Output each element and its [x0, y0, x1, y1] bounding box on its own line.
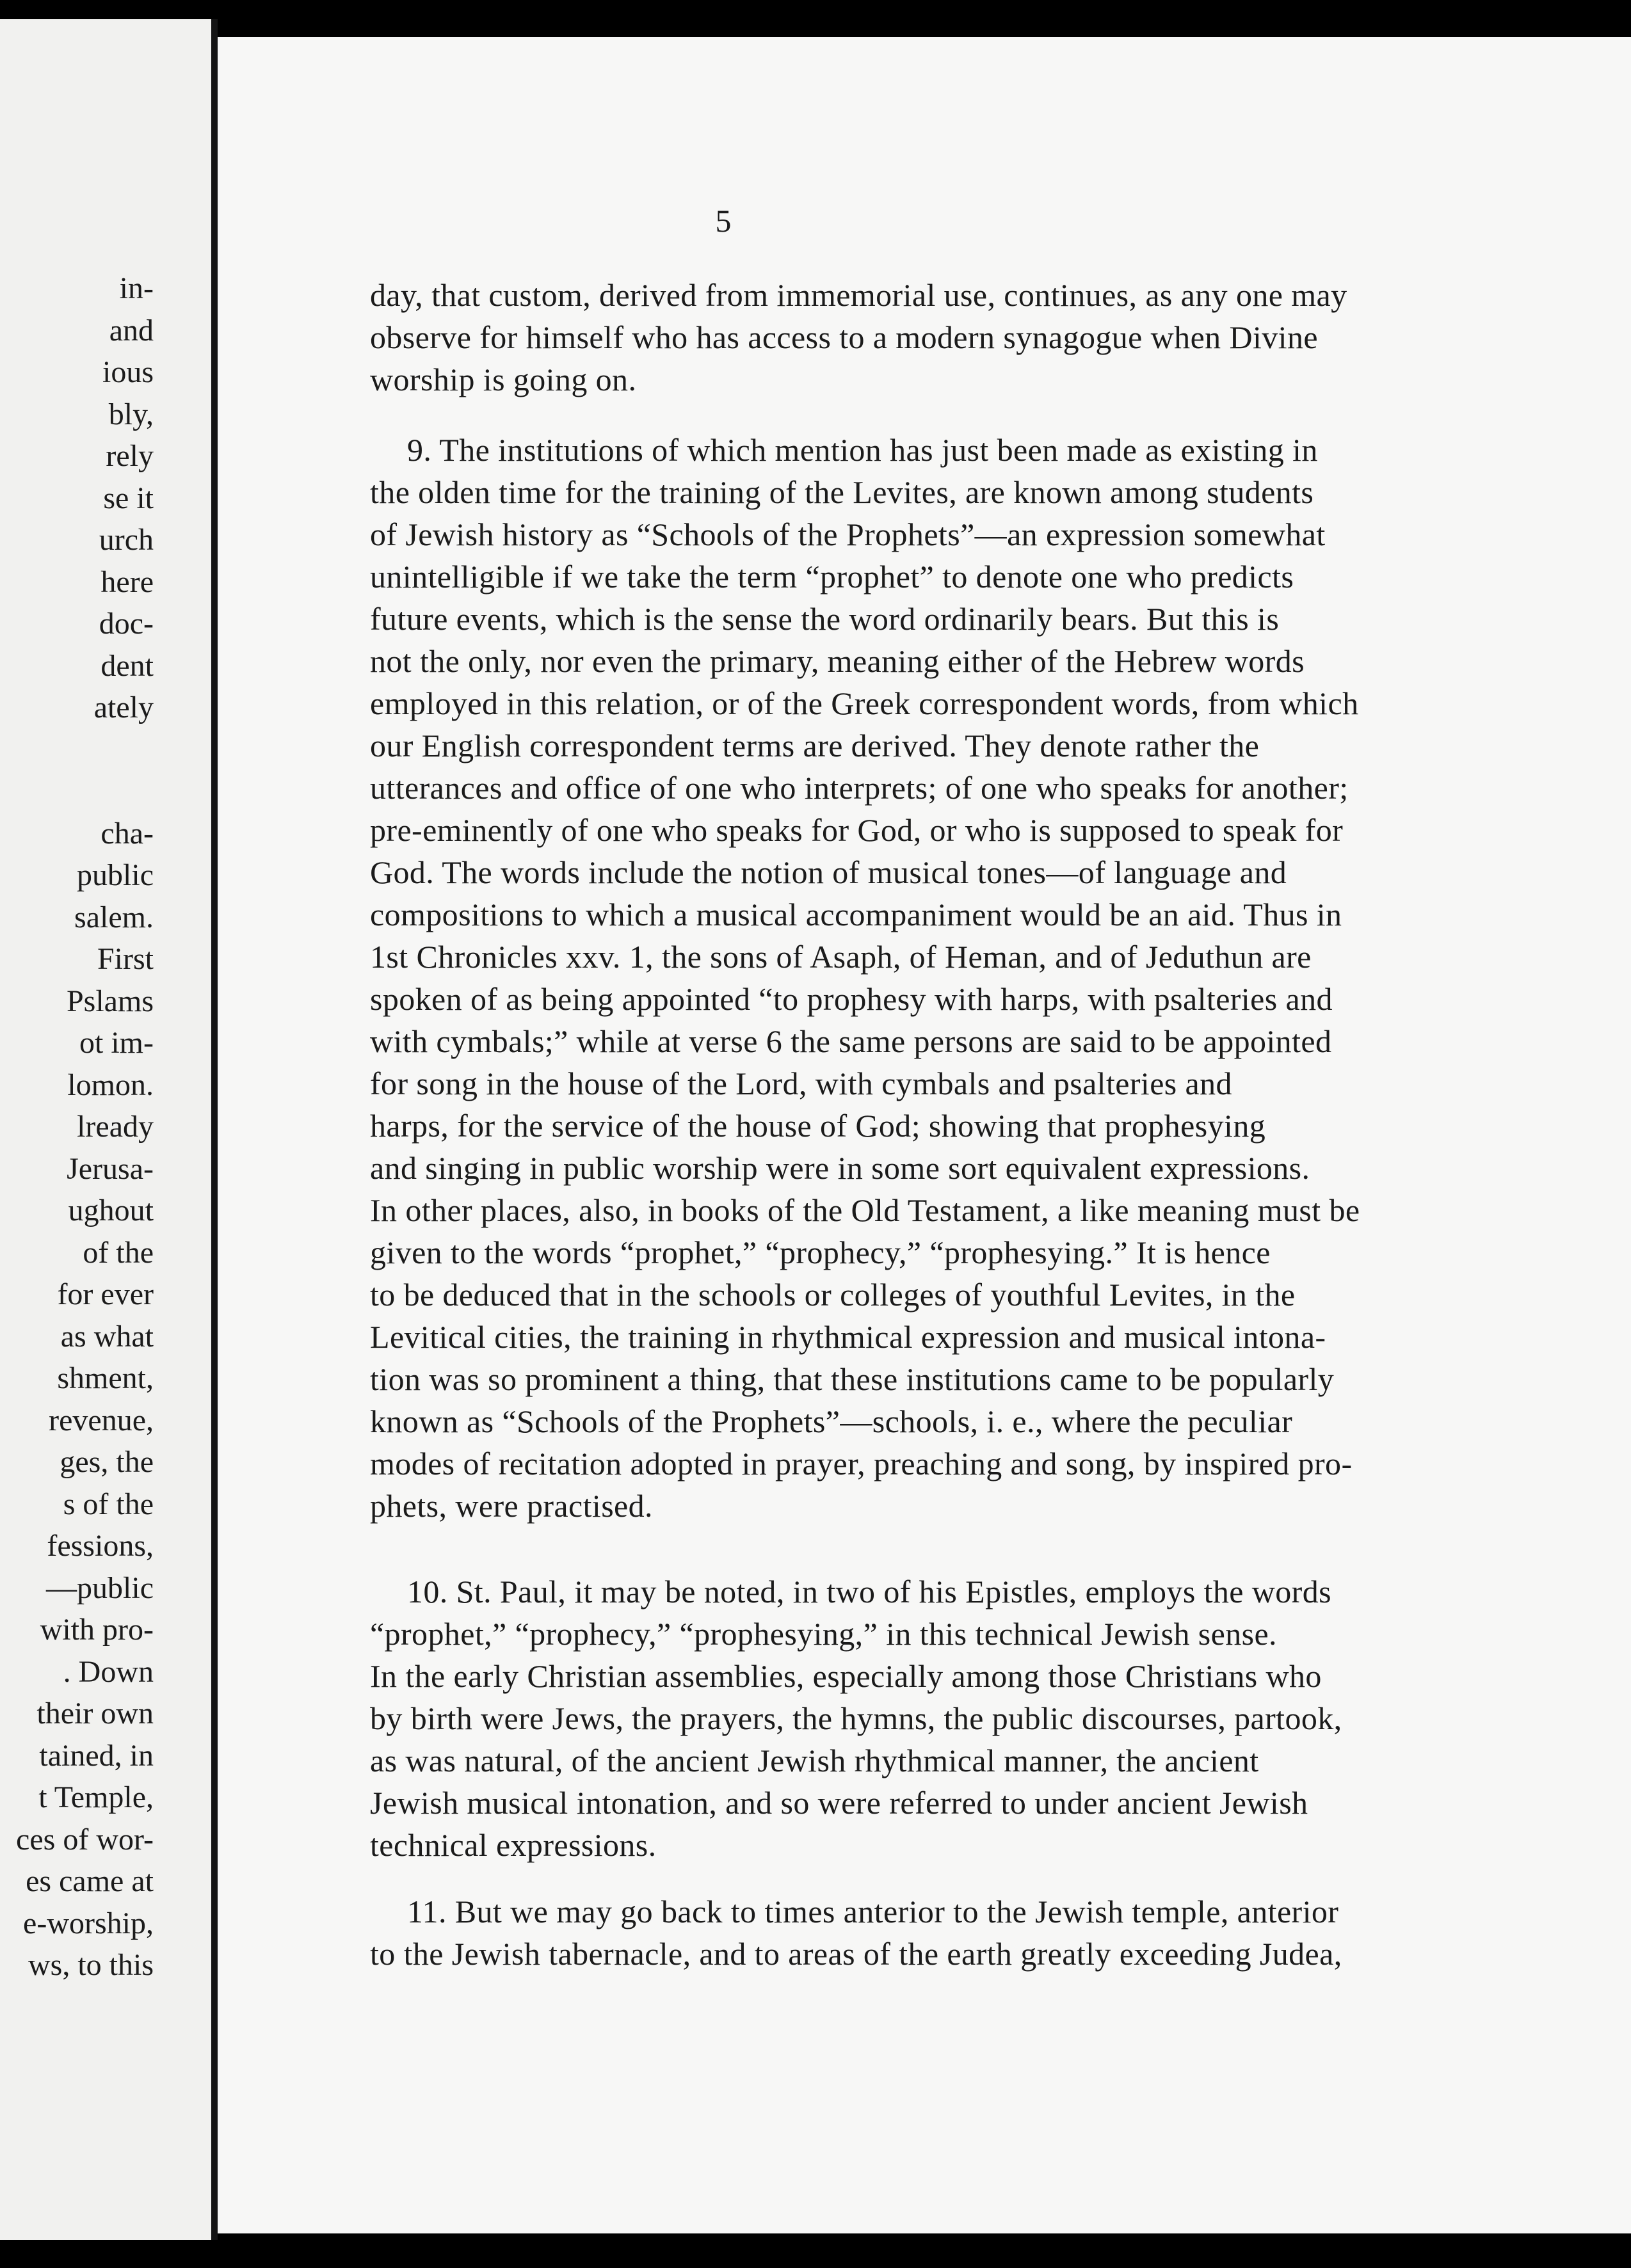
- paragraph-9: [370, 429, 1631, 1527]
- text-line: In the early Christian assemblies, especially among those Christians who: [370, 1658, 1322, 1694]
- text-line: tained, in: [39, 1738, 154, 1773]
- text-line: revenue,: [49, 1403, 154, 1437]
- text-line: ces of wor-: [16, 1822, 154, 1857]
- text-line: es came at: [26, 1864, 154, 1898]
- paragraph-11: [370, 1890, 1631, 1975]
- text-line: Pslams: [66, 984, 154, 1018]
- text-line: e-worship,: [23, 1906, 154, 1940]
- text-line: of the: [83, 1235, 154, 1270]
- blank-line: [0, 771, 154, 813]
- text-line: and: [109, 313, 154, 347]
- text-line: bly,: [108, 397, 154, 431]
- text-line: in-: [119, 271, 154, 305]
- text-line: modes of recitation adopted in prayer, preaching and song, by inspired pro-: [370, 1446, 1353, 1481]
- text-line: tion was so prominent a thing, that these institutions came to be popularly: [370, 1361, 1335, 1397]
- blank-line: [0, 729, 154, 771]
- text-line: harps, for the service of the house of God; showing that prophesying: [370, 1108, 1266, 1144]
- text-line: —public: [46, 1570, 154, 1605]
- text-line: to the Jewish tabernacle, and to areas of the earth greatly exceeding Judea,: [370, 1936, 1342, 1972]
- text-line: for song in the house of the Lord, with cymbals and psalteries and: [370, 1066, 1232, 1101]
- text-line: ot im-: [79, 1026, 154, 1060]
- text-line: with pro-: [40, 1613, 154, 1647]
- text-line: ughout: [68, 1194, 154, 1227]
- page-number: 5: [715, 203, 732, 239]
- text-line: Jerusa-: [67, 1151, 154, 1186]
- text-line: pre-eminently of one who speaks for God, or who is supposed to speak for: [370, 812, 1344, 848]
- text-line: observe for himself who has access to a modern synagogue when Divine: [370, 319, 1318, 355]
- text-line: salem.: [74, 900, 154, 934]
- text-line: for ever: [57, 1277, 154, 1311]
- text-line: dent: [100, 648, 154, 683]
- paragraph-continued: [370, 274, 1631, 401]
- text-line: fessions,: [47, 1529, 154, 1563]
- text-line: unintelligible if we take the term “prophet” to denote one who predicts: [370, 559, 1294, 595]
- text-line: worship is going on.: [370, 362, 637, 397]
- text-line: as what: [60, 1319, 154, 1354]
- text-line: First: [97, 942, 154, 976]
- text-line: Levitical cities, the training in rhythmical expression and musical intona-: [370, 1319, 1326, 1355]
- text-line: 9. The institutions of which mention has just been made as existing in: [407, 432, 1318, 468]
- text-line: shment,: [57, 1361, 154, 1395]
- page-gutter: [211, 19, 218, 2240]
- text-line: given to the words “prophet,” “prophecy,” “prophesying.” It is hence: [370, 1234, 1271, 1270]
- text-line: with cymbals;” while at verse 6 the same persons are said to be appointed: [370, 1023, 1332, 1059]
- right-page: [218, 37, 1631, 2233]
- text-line: s of the: [63, 1487, 154, 1521]
- text-line: public: [77, 858, 154, 892]
- text-line: se it: [103, 481, 154, 515]
- text-line: lready: [77, 1110, 154, 1144]
- left-page: [0, 19, 214, 2240]
- text-line: day, that custom, derived from immemorial use, continues, as any one may: [370, 277, 1347, 313]
- text-line: lomon.: [67, 1067, 154, 1102]
- text-line: compositions to which a musical accompaniment would be an aid. Thus in: [370, 897, 1342, 932]
- text-line: 1st Chronicles xxv. 1, the sons of Asaph, of Heman, and of Jeduthun are: [370, 939, 1312, 975]
- text-line: as was natural, of the ancient Jewish rhythmical manner, the ancient: [370, 1743, 1259, 1778]
- text-line: ges, the: [60, 1445, 154, 1479]
- text-line: cha-: [100, 816, 154, 850]
- text-line: our English correspondent terms are derived. They denote rather the: [370, 728, 1260, 763]
- text-line: urch: [99, 523, 154, 557]
- text-line: doc-: [99, 607, 154, 641]
- text-line: technical expressions.: [370, 1827, 657, 1863]
- text-line: ws, to this: [28, 1948, 154, 1982]
- text-line: to be deduced that in the schools or colleges of youthful Levites, in the: [370, 1277, 1296, 1313]
- text-line: ious: [102, 355, 154, 389]
- text-line: known as “Schools of the Prophets”—schools, i. e., where the peculiar: [370, 1403, 1293, 1439]
- text-line: “prophet,” “prophecy,” “prophesying,” in this technical Jewish sense.: [370, 1616, 1277, 1652]
- text-line: not the only, nor even the primary, meaning either of the Hebrew words: [370, 643, 1305, 679]
- text-line: . Down: [63, 1654, 154, 1689]
- text-line: their own: [36, 1697, 154, 1730]
- text-line: employed in this relation, or of the Greek correspondent words, from which: [370, 685, 1359, 721]
- text-line: spoken of as being appointed “to prophesy with harps, with psalteries and: [370, 981, 1333, 1017]
- text-line: God. The words include the notion of musical tones—of language and: [370, 854, 1287, 890]
- text-line: Jewish musical intonation, and so were referred to under ancient Jewish: [370, 1785, 1308, 1821]
- paragraph-10: [370, 1570, 1631, 1866]
- left-page-text: [0, 268, 154, 1986]
- text-line: the olden time for the training of the Levites, are known among students: [370, 474, 1314, 510]
- text-line: t Temple,: [38, 1780, 154, 1814]
- text-line: future events, which is the sense the word ordinarily bears. But this is: [370, 601, 1280, 637]
- text-line: 11. But we may go back to times anterior to the Jewish temple, anterior: [407, 1894, 1339, 1929]
- text-line: and singing in public worship were in some sort equivalent expressions.: [370, 1150, 1310, 1186]
- text-line: here: [100, 564, 154, 599]
- text-line: phets, were practised.: [370, 1488, 653, 1524]
- text-line: utterances and office of one who interprets; of one who speaks for another;: [370, 770, 1349, 806]
- text-line: of Jewish history as “Schools of the Prophets”—an expression somewhat: [370, 516, 1326, 552]
- text-line: rely: [106, 439, 154, 473]
- text-line: 10. St. Paul, it may be noted, in two of his Epistles, employs the words: [407, 1574, 1331, 1609]
- text-line: ately: [93, 691, 154, 724]
- text-line: In other places, also, in books of the Old Testament, a like meaning must be: [370, 1192, 1360, 1228]
- text-line: by birth were Jews, the prayers, the hymns, the public discourses, partook,: [370, 1700, 1342, 1736]
